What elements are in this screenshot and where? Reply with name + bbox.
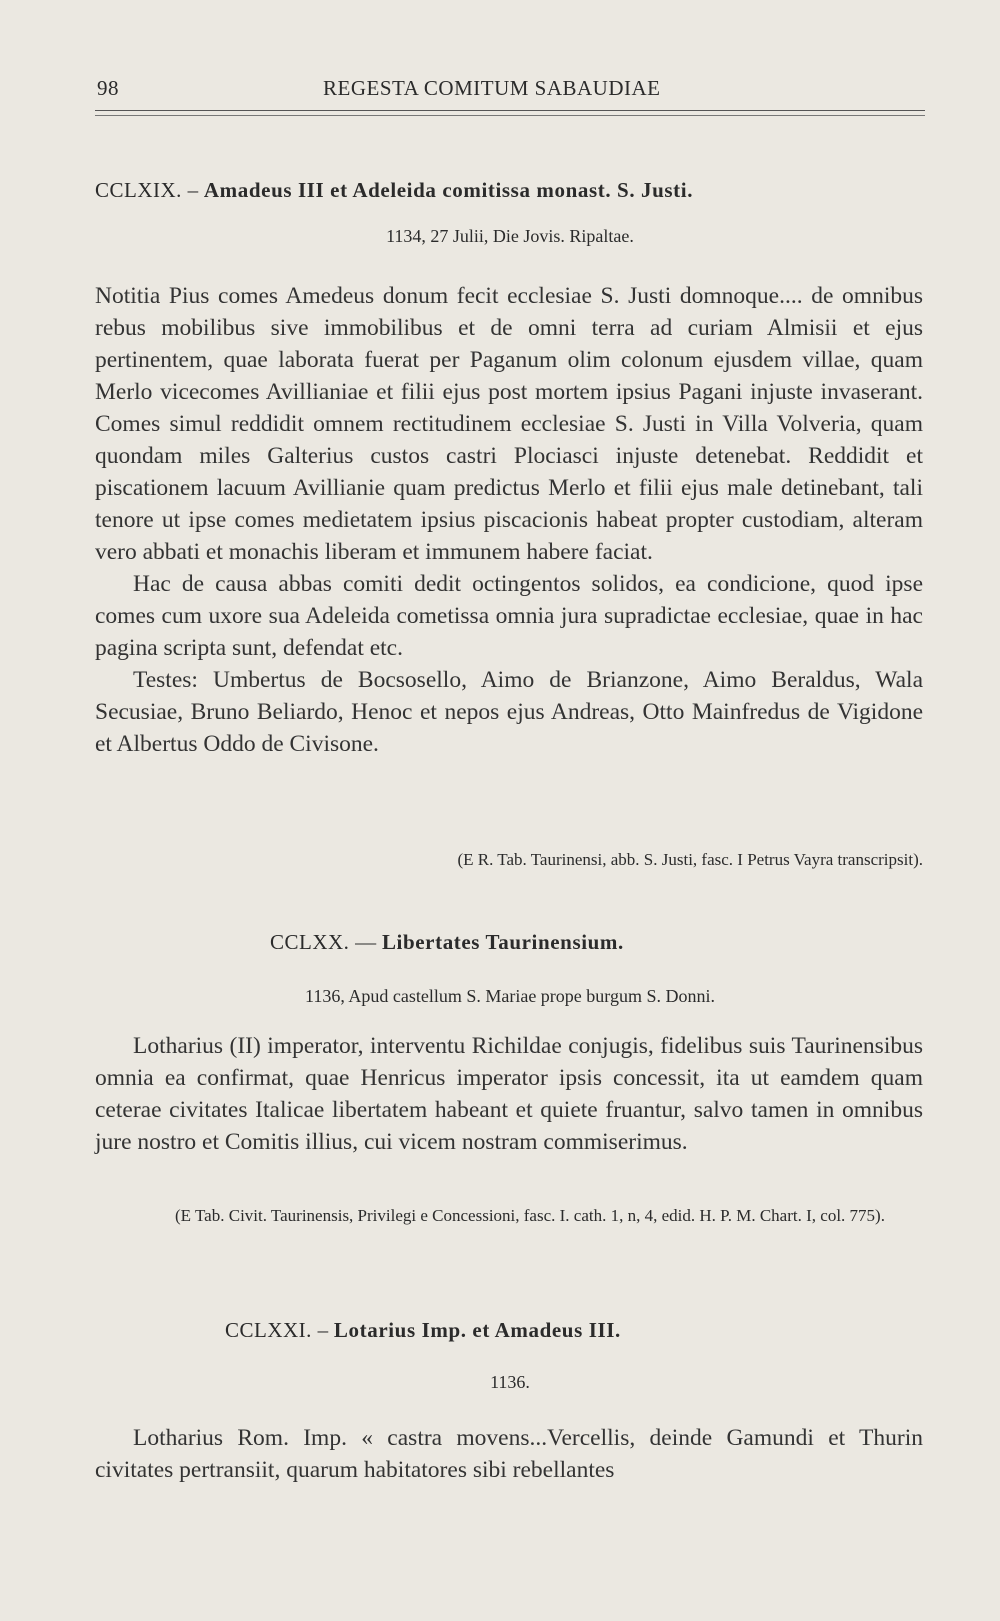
- entry-title: Libertates Taurinensium.: [381, 930, 624, 954]
- entry-body: [95, 1422, 923, 1486]
- running-title: REGESTA COMITUM SABAUDIAE: [323, 76, 661, 100]
- entry-number: CCLXX. —: [270, 930, 377, 954]
- paragraph: Notitia Pius comes Amedeus donum fecit ecclesiae S. Justi domnoque.... de omnibus rebus mobilibus sive immobilibus et de omni terra ad curiam Almisii et ejus pertinentem, quae laborata fuerat per Paganum olim colonum ejusdem villae, quam Merlo vicecomes Avillianiae et filii ejus post mortem ipsius Pagani injuste invaserant. Comes simul reddidit omnem rectitudinem ecclesiae S. Justi in Villa Volveria, quam quondam miles Galterius custos castri Plociasci injuste detenebat. Reddidit et piscationem lacuum Avillianie quam predictus Merlo et filii ejus male detinebant, tali tenore ut ipse comes medietatem ipsius piscacionis habeat propter custodiam, alteram vero abbati et monachis liberam et immunem habere faciat.: [95, 283, 923, 565]
- entry-body: [95, 280, 923, 760]
- entry-dateline: 1136, Apud castellum S. Mariae prope burgum S. Donni.: [305, 986, 715, 1006]
- paragraph: Testes: Umbertus de Bocsosello, Aimo de Brianzone, Aimo Beraldus, Wala Secusiae, Bruno Beliardo, Henoc et nepos ejus Andreas, Otto Mainfredus de Vigidone et Albertus Oddo de Civisone.: [95, 667, 923, 757]
- page-number: 98: [97, 76, 119, 100]
- entry-dateline: 1136.: [490, 1372, 530, 1392]
- entry-heading: [95, 178, 925, 203]
- header-rule-thin: [95, 115, 925, 116]
- source-note: [95, 847, 923, 872]
- entry-number: CCLXIX. –: [95, 178, 199, 202]
- paragraph: Hac de causa abbas comiti dedit octingentos solidos, ea condicione, quod ipse comes cum uxore sua Adeleida cometissa omnia jura supradictae ecclesiae, quae in hac pagina scripta sunt, defendat etc.: [95, 571, 923, 661]
- source-note: [95, 1203, 923, 1228]
- source-text: (E R. Tab. Taurinensi, abb. S. Justi, fasc. I Petrus Vayra transcripsit).: [457, 850, 923, 869]
- header-rule: [95, 110, 925, 111]
- entry-heading: [95, 930, 925, 955]
- entry-heading: [95, 1318, 925, 1343]
- entry-number: CCLXXI. –: [225, 1318, 329, 1342]
- entry-dateline: 1134, 27 Julii, Die Jovis. Ripaltae.: [386, 226, 634, 246]
- source-text: (E Tab. Civit. Taurinensis, Privilegi e Concessioni, fasc. I. cath. 1, n, 4, edid. H. P. M. Chart. I, col. 775).: [175, 1206, 885, 1225]
- entry-title: Lotarius Imp. et Amadeus III.: [333, 1318, 621, 1342]
- paragraph: Lotharius Rom. Imp. « castra movens...Vercellis, deinde Gamundi et Thurin civitates pertransiit, quarum habitatores sibi rebellantes: [95, 1425, 923, 1483]
- entry-title: Amadeus III et Adeleida comitissa monast. S. Justi.: [203, 178, 694, 202]
- paragraph: Lotharius (II) imperator, interventu Richildae conjugis, fidelibus suis Taurinensibus omnia ea confirmat, quae Henricus imperator ipsis concessit, ita ut eamdem quam ceterae civitates Italicae libertatem habeant et quiete fruantur, salvo tamen in omnibus jure nostro et Comitis illius, cui vicem nostram commiserimus.: [95, 1033, 923, 1155]
- running-head: [95, 76, 925, 108]
- entry-body: [95, 1030, 923, 1158]
